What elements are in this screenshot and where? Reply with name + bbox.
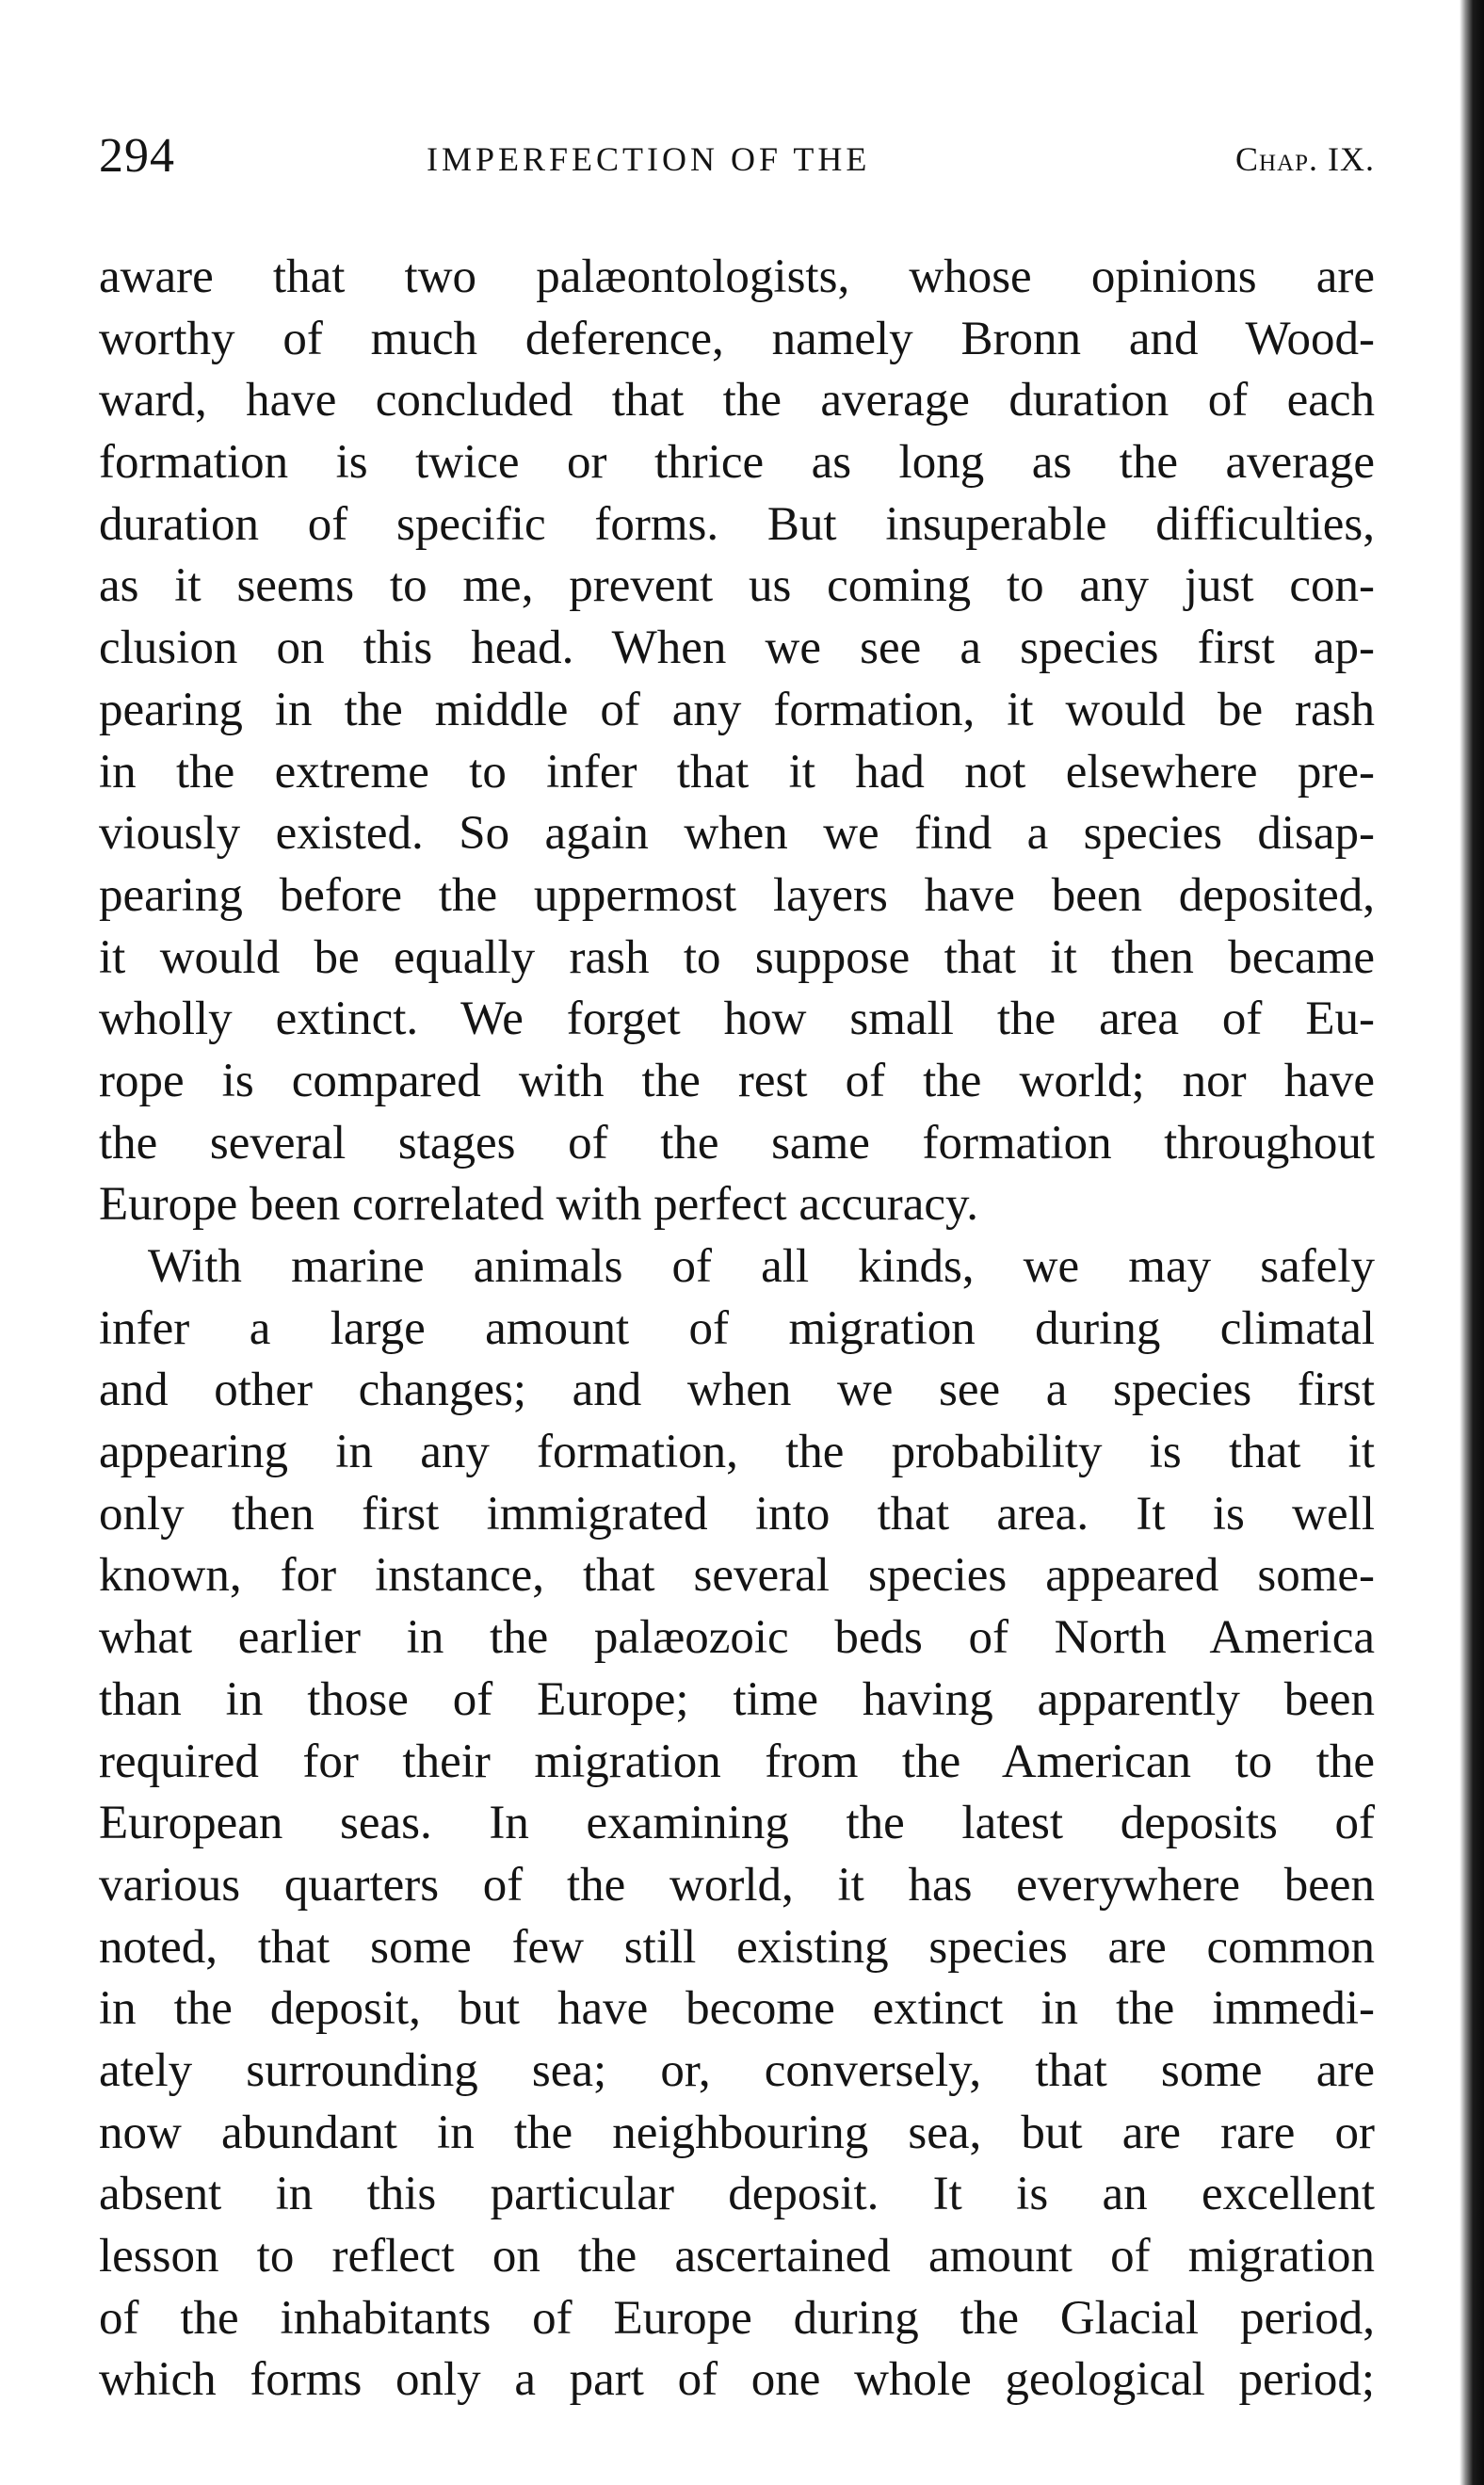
text-line: With marine animals of all kinds, we may safely bbox=[148, 1240, 1375, 1293]
text-line: known, for instance, that several species appeared some- bbox=[99, 1549, 1375, 1603]
text-line: various quarters of the world, it has everywhere been bbox=[99, 1858, 1375, 1912]
text-line: pearing in the middle of any formation, it would be rash bbox=[99, 683, 1375, 736]
text-line: absent in this particular deposit. It is an excellent bbox=[99, 2168, 1375, 2221]
text-line: appearing in any formation, the probability is that it bbox=[99, 1426, 1375, 1479]
text-line: worthy of much deference, namely Bronn and Wood- bbox=[99, 312, 1375, 365]
page-number: 294 bbox=[99, 129, 175, 183]
text-line: rope is compared with the rest of the world; nor have bbox=[99, 1054, 1375, 1107]
text-line: duration of specific forms. But insuperable difficulties, bbox=[99, 497, 1375, 551]
text-line: in the extreme to infer that it had not elsewhere pre- bbox=[99, 745, 1375, 799]
text-line: what earlier in the palæozoic beds of North America bbox=[99, 1611, 1375, 1665]
text-line: in the deposit, but have become extinct in the immedi- bbox=[99, 1982, 1375, 2036]
text-line: European seas. In examining the latest deposits of bbox=[99, 1797, 1375, 1850]
running-title: IMPERFECTION OF THE bbox=[427, 140, 871, 178]
text-line: of the inhabitants of Europe during the Glacial period, bbox=[99, 2291, 1375, 2345]
paragraph-1 bbox=[99, 247, 1375, 1236]
text-line: infer a large amount of migration during climatal bbox=[99, 1301, 1375, 1355]
chapter-reference: Chap. IX. bbox=[1234, 140, 1375, 178]
text-line: which forms only a part of one whole geological period; bbox=[99, 2353, 1375, 2407]
text-line: viously existed. So again when we find a species disap- bbox=[99, 807, 1375, 861]
text-line: as it seems to me, prevent us coming to any just con- bbox=[99, 559, 1375, 613]
text-line: than in those of Europe; time having apparently been bbox=[99, 1672, 1375, 1726]
text-line: it would be equally rash to suppose that it then became bbox=[99, 930, 1375, 984]
text-line: clusion on this head. When we see a species first ap- bbox=[99, 621, 1375, 675]
text-line: formation is twice or thrice as long as the average bbox=[99, 436, 1375, 490]
text-line: the several stages of the same formation throughout bbox=[99, 1116, 1375, 1170]
text-line: Europe been correlated with perfect accuracy. bbox=[99, 1178, 978, 1232]
binding-edge bbox=[1460, 0, 1484, 2485]
running-header bbox=[99, 124, 1375, 190]
text-line: aware that two palæontologists, whose opinions are bbox=[99, 250, 1375, 303]
text-line: ately surrounding sea; or, conversely, that some are bbox=[99, 2043, 1375, 2097]
paragraph-2 bbox=[99, 1236, 1375, 2412]
text-line: noted, that some few still existing species are common bbox=[99, 1920, 1375, 1974]
text-line: and other changes; and when we see a species first bbox=[99, 1364, 1375, 1417]
text-line: wholly extinct. We forget how small the area of Eu- bbox=[99, 992, 1375, 1046]
text-line: now abundant in the neighbouring sea, but are rare or bbox=[99, 2106, 1375, 2159]
text-line: only then first immigrated into that area. It is well bbox=[99, 1487, 1375, 1541]
text-line: lesson to reflect on the ascertained amount of migration bbox=[99, 2230, 1375, 2283]
text-line: pearing before the uppermost layers have been deposited, bbox=[99, 868, 1375, 922]
text-line: ward, have concluded that the average duration of each bbox=[99, 374, 1375, 428]
text-line: required for their migration from the American to the bbox=[99, 1735, 1375, 1788]
body-text bbox=[99, 247, 1375, 2412]
